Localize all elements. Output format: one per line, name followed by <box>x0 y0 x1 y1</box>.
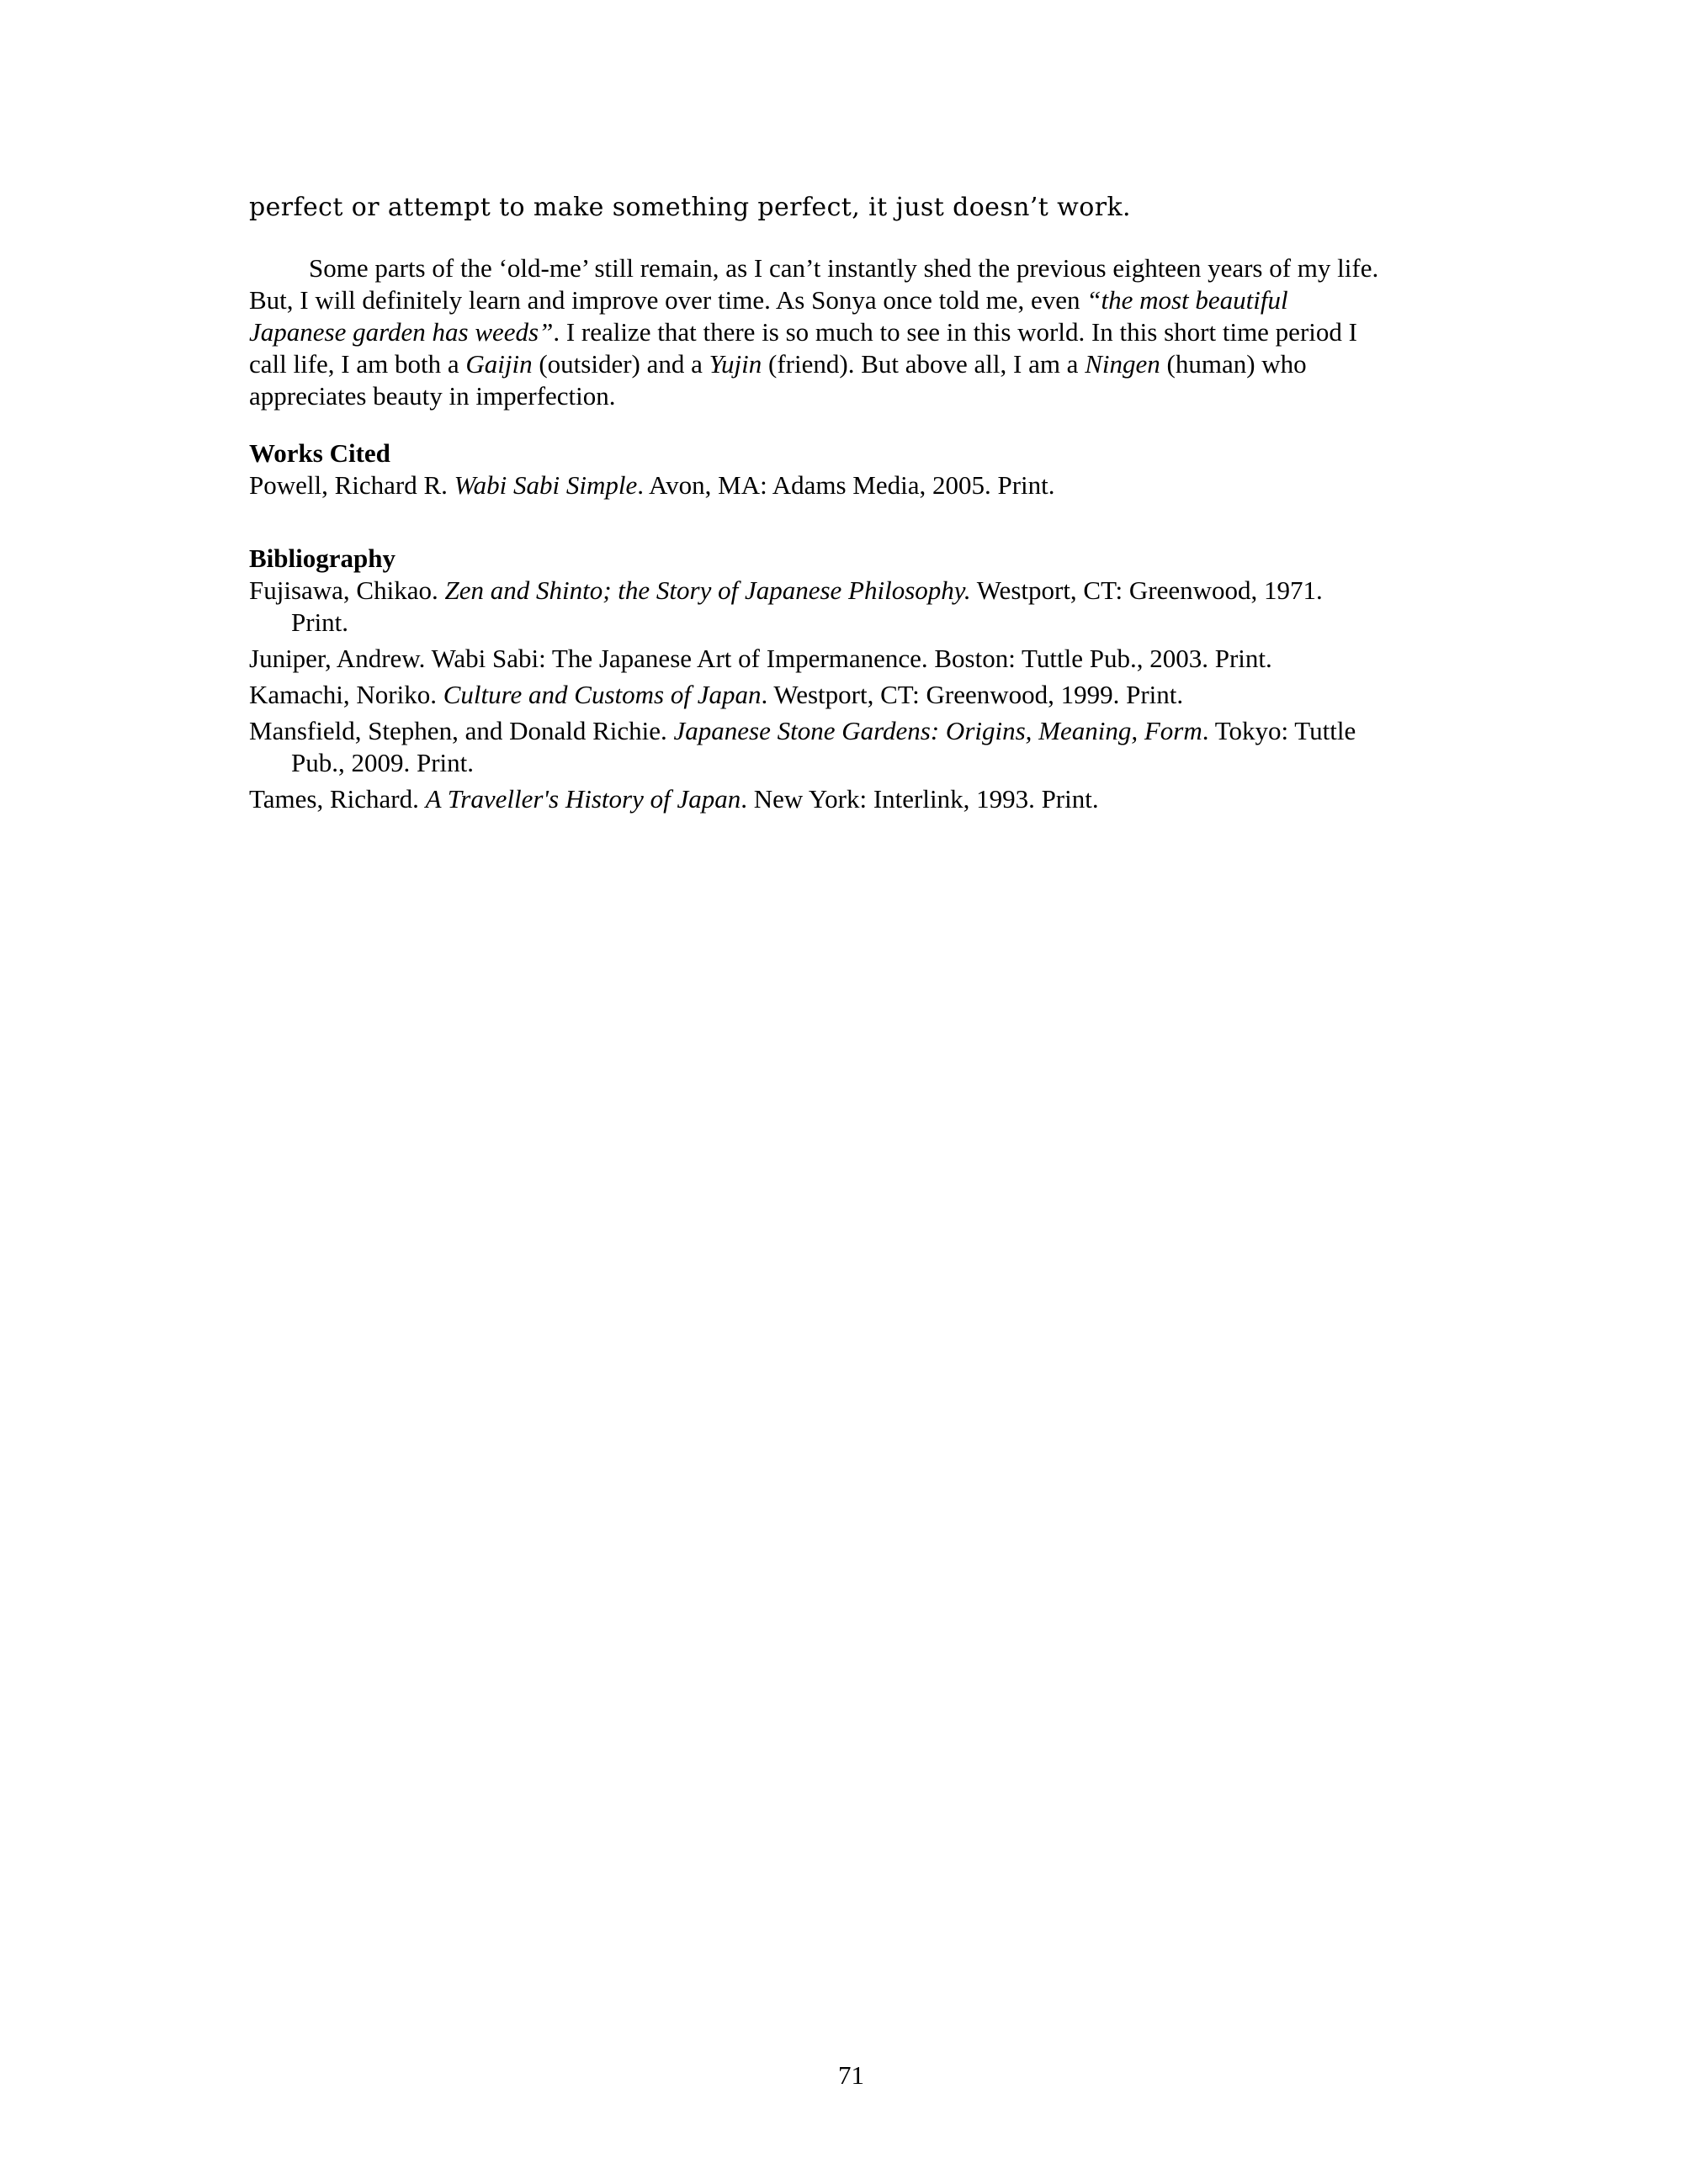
text-segment: (human) who <box>1160 349 1307 379</box>
text-line <box>249 380 1453 412</box>
text-line <box>249 469 1453 501</box>
italic-text-segment: Culture and Customs of Japan <box>443 680 762 709</box>
text-segment: Tames, Richard. <box>249 784 426 814</box>
text-line <box>249 348 1453 380</box>
italic-text-segment: Ningen <box>1085 349 1160 379</box>
text-line <box>249 607 1453 639</box>
page-content <box>249 192 1453 815</box>
text-segment: call life, I am both a <box>249 349 466 379</box>
text-segment: Fujisawa, Chikao. <box>249 575 445 605</box>
essay-opening-line: perfect or attempt to make something perfect, it just doesn’t work. <box>249 193 1131 222</box>
text-segment: Juniper, Andrew. Wabi Sabi: The Japanese Art of Impermanence. Boston: Tuttle Pub., 2003. Print. <box>249 644 1272 673</box>
text-segment: Kamachi, Noriko. <box>249 680 443 709</box>
text-segment: (friend). But above all, I am a <box>762 349 1086 379</box>
text-line <box>249 575 1453 607</box>
text-segment: . Avon, MA: Adams Media, 2005. Print. <box>637 470 1055 500</box>
italic-text-segment: Japanese garden has weeds” <box>249 317 554 347</box>
italic-text-segment: Yujin <box>709 349 762 379</box>
text-line <box>249 715 1453 747</box>
text-segment: appreciates beauty in imperfection. <box>249 381 616 411</box>
text-segment: Powell, Richard R. <box>249 470 454 500</box>
text-segment: Westport, CT: Greenwood, 1971. <box>970 575 1323 605</box>
page-number: 71 <box>838 2060 864 2090</box>
text-line <box>249 252 1453 284</box>
bibliography-heading: Bibliography <box>249 543 395 573</box>
text-segment: . Westport, CT: Greenwood, 1999. Print. <box>761 680 1184 709</box>
text-segment: . New York: Interlink, 1993. Print. <box>740 784 1099 814</box>
text-segment: . Tokyo: Tuttle <box>1202 716 1356 745</box>
italic-text-segment: Zen and Shinto; the Story of Japanese Philosophy. <box>444 575 971 605</box>
text-line <box>249 679 1453 711</box>
text-line <box>249 783 1453 815</box>
text-segment: But, I will definitely learn and improve over time. As Sonya once told me, even <box>249 285 1087 315</box>
italic-text-segment: Japanese Stone Gardens: Origins, Meaning, Form <box>673 716 1202 745</box>
italic-text-segment: A Traveller's History of Japan <box>425 784 741 814</box>
text-segment: (outsider) and a <box>532 349 709 379</box>
text-segment: Pub., 2009. Print. <box>291 748 475 777</box>
text-segment: Mansfield, Stephen, and Donald Richie. <box>249 716 674 745</box>
italic-text-segment: Gaijin <box>465 349 533 379</box>
italic-text-segment: “the most beautiful <box>1086 285 1288 315</box>
text-line <box>249 747 1453 779</box>
italic-text-segment: Wabi Sabi Simple <box>454 470 638 500</box>
text-line <box>249 316 1453 348</box>
text-line <box>249 284 1453 316</box>
text-segment: Print. <box>291 607 349 637</box>
works-cited-list <box>249 469 1453 501</box>
text-segment: Some parts of the ‘old-me’ still remain, as I can’t instantly shed the previous eighteen years of my life. <box>309 253 1379 283</box>
text-segment: . I realize that there is so much to see in this world. In this short time period I <box>553 317 1357 347</box>
works-cited-heading: Works Cited <box>249 438 390 468</box>
text-line <box>249 643 1453 675</box>
essay-paragraph <box>249 252 1453 412</box>
bibliography-list <box>249 575 1453 815</box>
